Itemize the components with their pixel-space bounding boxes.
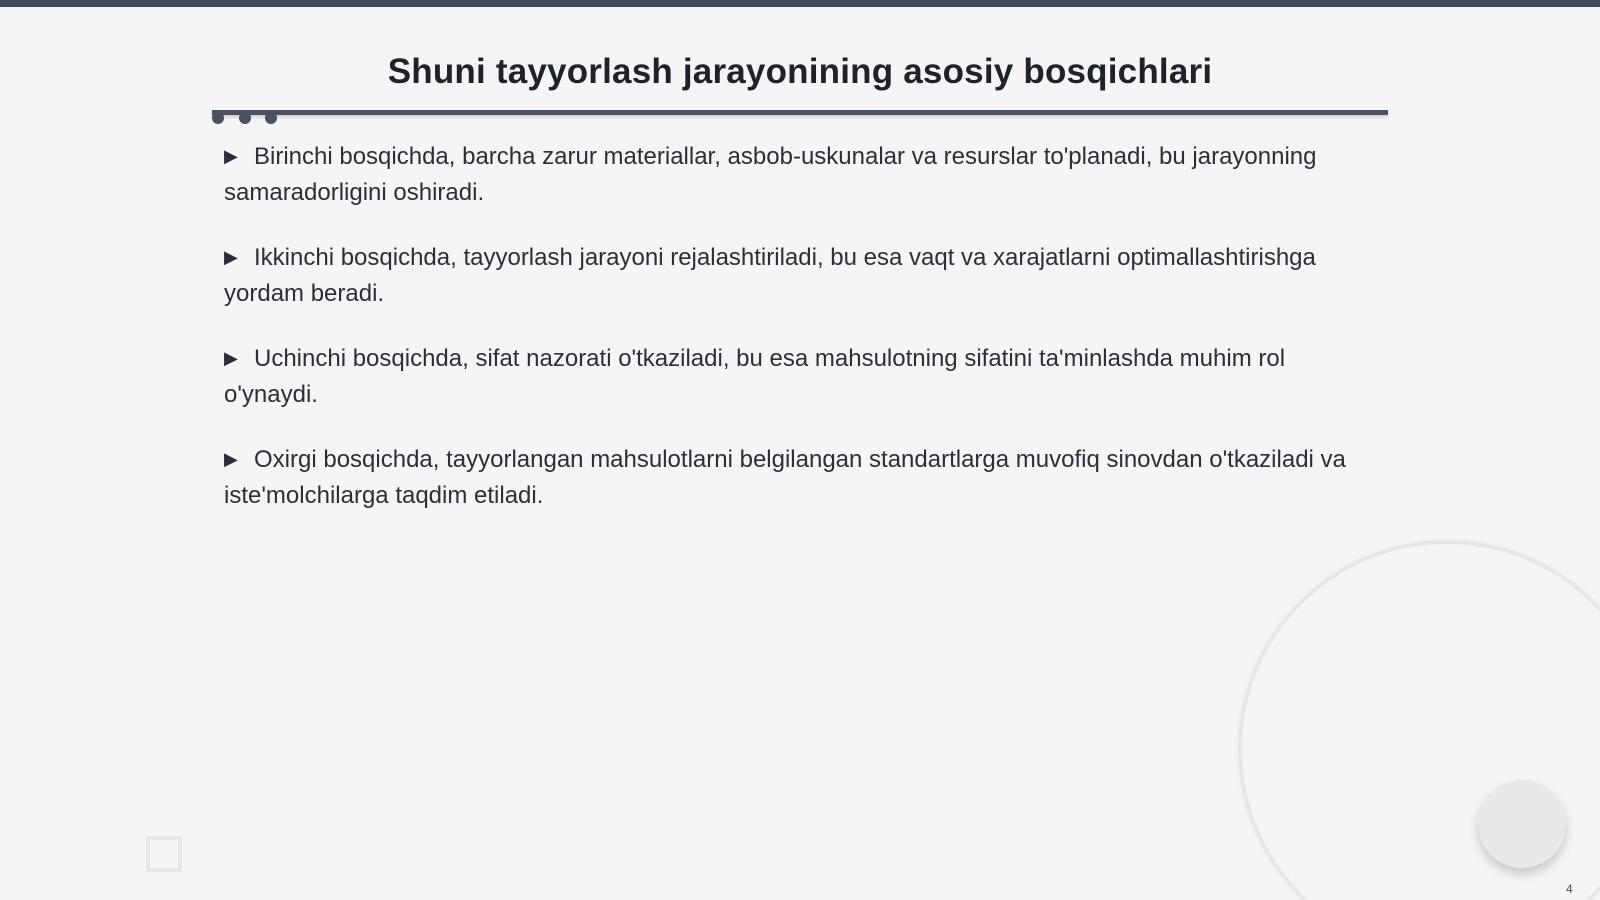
triangle-bullet-icon: ▶: [224, 449, 238, 469]
bullet-item: [224, 340, 1354, 413]
bullet-text: Oxirgi bosqichda, tayyorlangan mahsulotlarni belgilangan standartlarga muvofiq sinovdan o'tkaziladi va iste'molchilarga taqdim etiladi.: [224, 446, 1346, 509]
triangle-bullet-icon: ▶: [224, 146, 238, 166]
slide-title: Shuni tayyorlash jarayonining asosiy bosqichlari: [387, 52, 1213, 91]
triangle-bullet-icon: ▶: [224, 247, 238, 267]
decorative-square-outline: [146, 836, 182, 872]
decorative-circle-filled: [1478, 780, 1566, 868]
bullet-item: [224, 239, 1354, 312]
rule-dot-decoration: [265, 112, 277, 124]
rule-dot-decoration: [239, 112, 251, 124]
top-accent-bar: [0, 0, 1600, 7]
bullet-item: [224, 441, 1354, 514]
bullet-text: Birinchi bosqichda, barcha zarur materiallar, asbob-uskunalar va resurslar to'planadi, bu jarayonning samaradorligini oshiradi.: [224, 143, 1317, 206]
bullet-text: Uchinchi bosqichda, sifat nazorati o'tkaziladi, bu esa mahsulotning sifatini ta'minlashda muhim rol o'ynaydi.: [224, 345, 1286, 408]
title-underline-rule: [212, 110, 1388, 115]
bullet-list: [224, 138, 1354, 542]
page-number: 4: [1566, 882, 1573, 896]
triangle-bullet-icon: ▶: [224, 348, 238, 368]
rule-dot-decoration: [212, 112, 224, 124]
bullet-item: [224, 138, 1354, 211]
bullet-text: Ikkinchi bosqichda, tayyorlash jarayoni rejalashtiriladi, bu esa vaqt va xarajatlarni optimallashtirishga yordam beradi.: [224, 244, 1316, 307]
